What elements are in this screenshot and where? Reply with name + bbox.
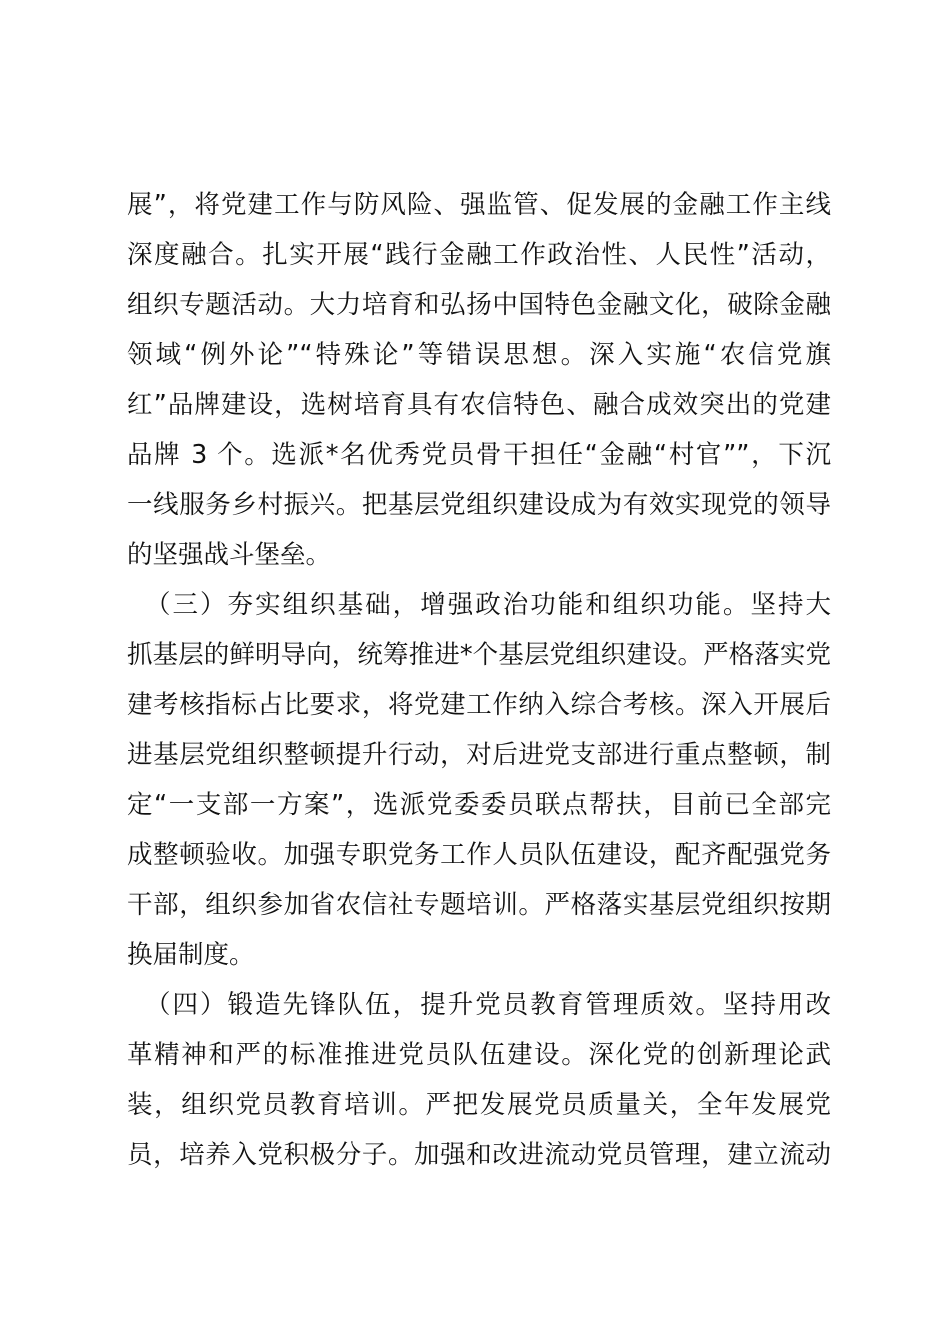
paragraph-line: 员，培养入党积极分子。加强和改进流动党员管理，建立流动 <box>127 1140 831 1170</box>
paragraph-line: 展”，将党建工作与防风险、强监管、促发展的金融工作主线 <box>127 190 831 220</box>
paragraph-line: （三）夯实组织基础，增强政治功能和组织功能。坚持大 <box>145 590 831 620</box>
paragraph-line: 建考核指标占比要求，将党建工作纳入综合考核。深入开展后 <box>127 690 831 720</box>
paragraph-line: 抓基层的鲜明导向，统筹推进*个基层党组织建设。严格落实党 <box>127 640 831 670</box>
paragraph-line: 进基层党组织整顿提升行动，对后进党支部进行重点整顿，制 <box>127 740 831 770</box>
paragraph-line: 换届制度。 <box>127 940 255 970</box>
paragraph-line: 定“一支部一方案”，选派党委委员联点帮扶，目前已全部完 <box>127 790 831 820</box>
paragraph-line: （四）锻造先锋队伍，提升党员教育管理质效。坚持用改 <box>145 990 831 1020</box>
paragraph-line: 组织专题活动。大力培育和弘扬中国特色金融文化，破除金融 <box>127 290 831 320</box>
paragraph-line: 革精神和严的标准推进党员队伍建设。深化党的创新理论武 <box>127 1040 831 1070</box>
paragraph-line: 一线服务乡村振兴。把基层党组织建设成为有效实现党的领导 <box>127 490 831 520</box>
paragraph-line: 深度融合。扎实开展“践行金融工作政治性、人民性”活动， <box>127 240 831 270</box>
paragraph-line: 干部，组织参加省农信社专题培训。严格落实基层党组织按期 <box>127 890 831 920</box>
paragraph-line: 品牌 3 个。选派*名优秀党员骨干担任“金融“村官””，下沉 <box>127 440 831 470</box>
paragraph-line: 的坚强战斗堡垒。 <box>127 540 332 570</box>
paragraph-line: 成整顿验收。加强专职党务工作人员队伍建设，配齐配强党务 <box>127 840 831 870</box>
paragraph-line: 领域“例外论”“特殊论”等错误思想。深入实施“农信党旗 <box>127 340 831 370</box>
paragraph-line: 红”品牌建设，选树培育具有农信特色、融合成效突出的党建 <box>127 390 831 420</box>
paragraph-line: 装，组织党员教育培训。严把发展党员质量关，全年发展党 <box>127 1090 831 1120</box>
document-page <box>127 180 831 1180</box>
